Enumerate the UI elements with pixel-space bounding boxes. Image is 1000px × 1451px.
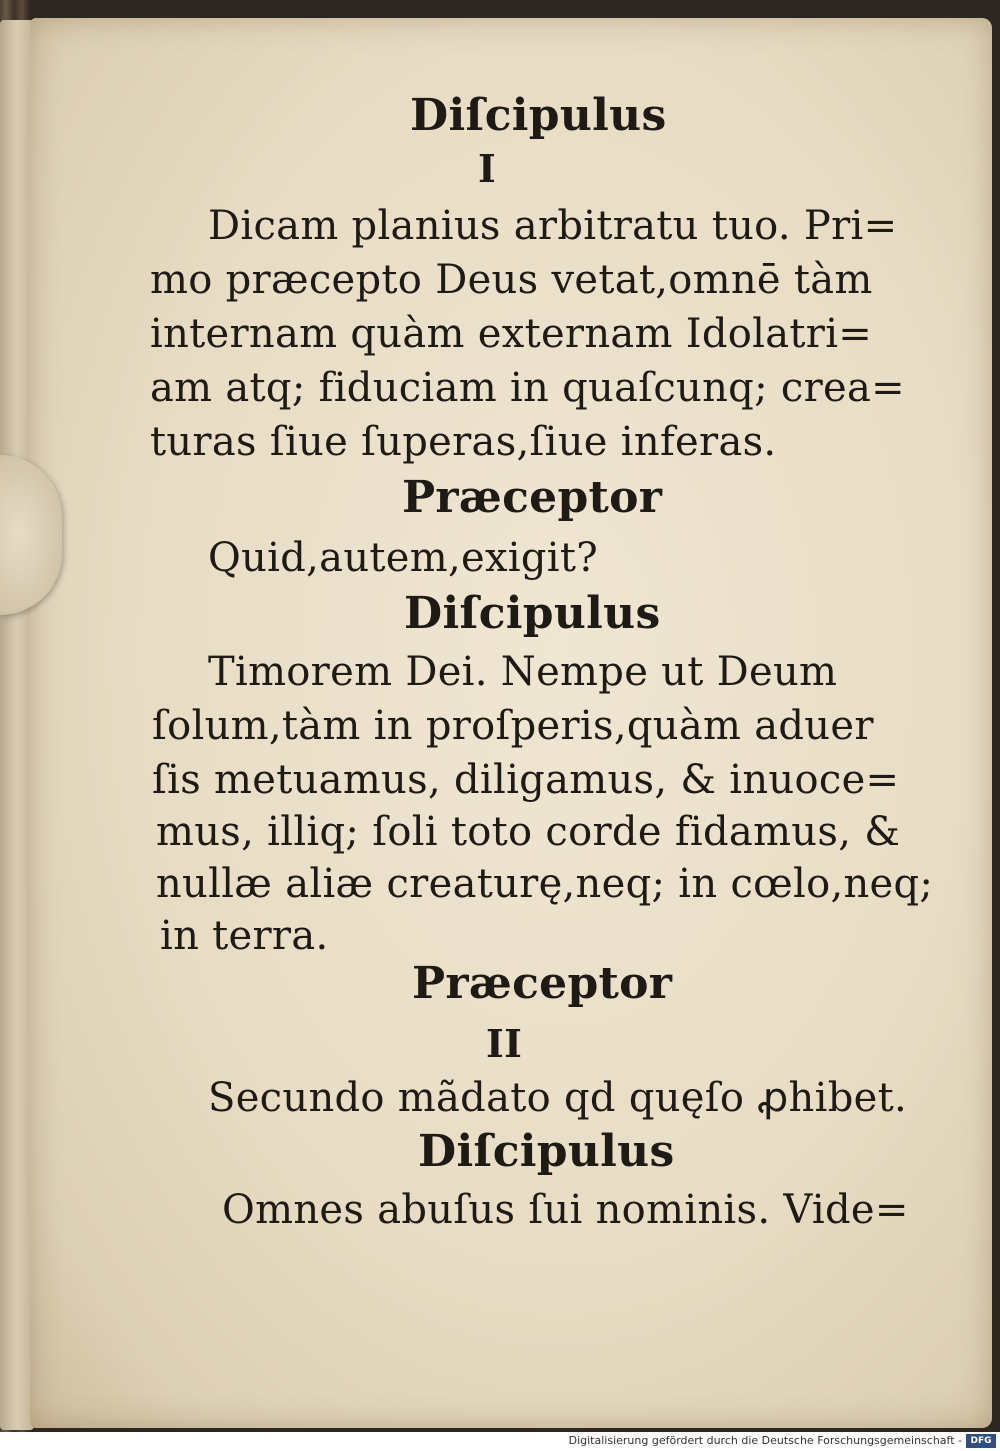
text-line: mo præcepto Deus vetat,omnē tàm	[150, 257, 873, 303]
heading-discipulus: Diſcipulus	[418, 1126, 675, 1177]
dfg-logo: DFG	[966, 1434, 996, 1448]
text-line: turas ſiue ſuperas,ſiue inferas.	[150, 419, 777, 465]
numeral: I	[478, 146, 497, 191]
text-line: internam quàm externam Idolatri=	[150, 311, 873, 357]
heading-discipulus: Diſcipulus	[410, 90, 667, 141]
heading-discipulus: Diſcipulus	[404, 588, 661, 639]
text-line: Timorem Dei. Nempe ut Deum	[208, 649, 838, 695]
text-line: Omnes abuſus ſui nominis. Vide=	[222, 1187, 909, 1233]
heading-praeceptor: Præceptor	[412, 958, 673, 1009]
text-line: ſis metuamus, diligamus, & inuoce=	[152, 757, 900, 803]
text-line: Quid,autem,exigit?	[208, 535, 599, 581]
footer-bar	[0, 1432, 1000, 1451]
text-line: Secundo mãdato qd quęſo ꝓhibet.	[208, 1075, 907, 1121]
text-line: nullæ aliæ creaturę,neq; in cœlo,neq;	[156, 861, 934, 907]
text-line: am atq; fiduciam in quaſcunq; crea=	[150, 365, 905, 411]
text-line: mus, illiq; ſoli toto corde fidamus, &	[156, 809, 901, 855]
text-line: in terra.	[160, 913, 329, 959]
text-line: ſolum,tàm in proſperis,quàm aduer	[152, 703, 874, 749]
heading-praeceptor: Præceptor	[402, 472, 663, 523]
digitization-credit: Digitalisierung gefördert durch die Deutsche Forschungsgemeinschaft -	[568, 1434, 962, 1447]
numeral: II	[486, 1021, 523, 1066]
text-line: Dicam planius arbitratu tuo. Pri=	[208, 203, 898, 249]
